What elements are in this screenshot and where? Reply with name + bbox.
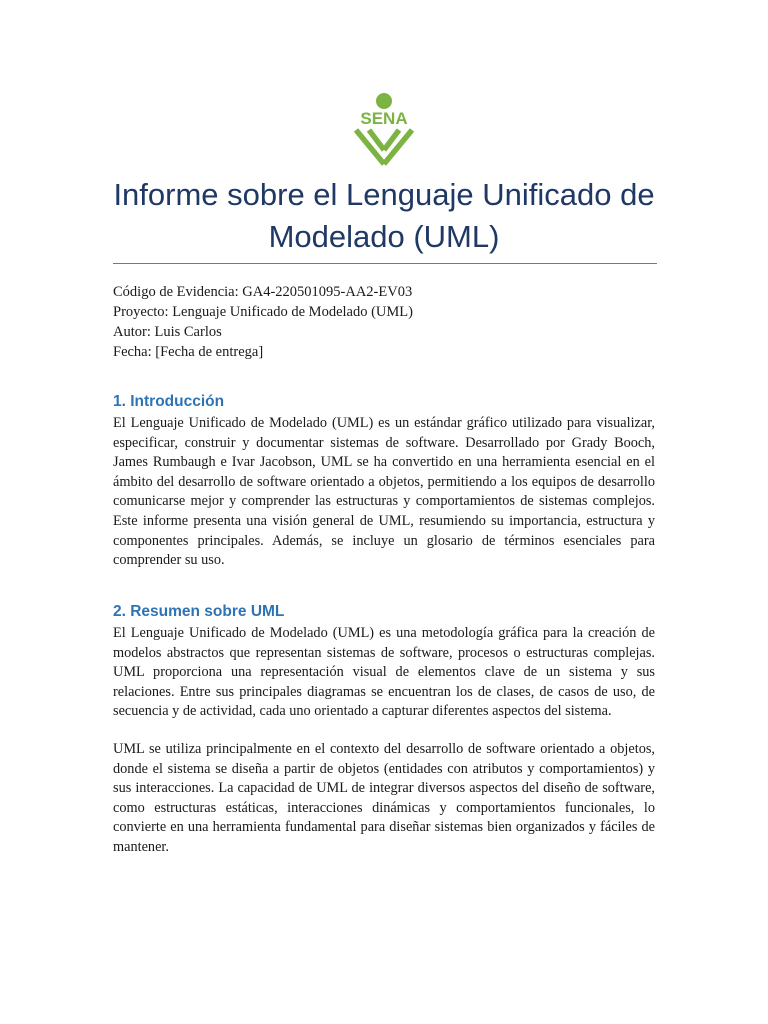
author-name: Autor: Luis Carlos [113, 324, 222, 340]
summary-paragraph-2: UML se utiliza principalmente en el contexto del desarrollo de software orientado a objetos, donde el sistema se diseña a partir de objetos (entidades con atributos y comportamientos) y sus interacciones. La capacidad de UML de integrar diversos aspectos del diseño de software, como estructuras estáticas, interacciones dinámicas y comportamientos funcionales, lo convierte en una herramienta fundamental para diseñar sistemas bien organizados y fáciles de mantener. [113, 741, 655, 855]
introduction-paragraph: El Lenguaje Unificado de Modelado (UML) es un estándar gráfico utilizado para visualizar, especificar, construir y documentar sistemas de software. Desarrollado por Grady Booch, James Rumbaugh e Ivar Jacobson, UML se ha convertido en una herramienta esencial en el ámbito del desarrollo de software orientado a objetos, permitiendo a los equipos de desarrollo comunicarse mejor y comprender las estructuras y comportamientos de sistemas complejos. Este informe presenta una visión general de UML, resumiendo su importancia, estructura y componentes principales. Además, se incluye un glosario de términos esenciales para comprender su uso. [113, 415, 655, 569]
sena-logo-icon [348, 92, 420, 166]
section-heading-introduction: 1. Introducción [113, 393, 225, 410]
delivery-date: Fecha: [Fecha de entrega] [113, 344, 264, 360]
document-title: Informe sobre el Lenguaje Unificado de Modelado (UML) [113, 177, 655, 254]
title-divider [113, 263, 657, 264]
sena-logo [348, 92, 420, 166]
document-metadata [113, 282, 657, 362]
section-heading-summary: 2. Resumen sobre UML [113, 603, 285, 620]
evidence-code: Código de Evidencia: GA4-220501095-AA2-EV03 [113, 284, 413, 300]
summary-paragraph-1: El Lenguaje Unificado de Modelado (UML) es una metodología gráfica para la creación de modelos abstractos que representan sistemas de software, procesos o estructuras complejas. UML proporciona una representación visual de elementos clave de un sistema y sus relaciones. Entre sus principales diagramas se encuentran los de clases, de casos de uso, de secuencia y de actividad, cada uno orientado a capturar diferentes aspectos del sistema. [113, 625, 655, 720]
logo-text: SENA [360, 109, 408, 128]
project-name: Proyecto: Lenguaje Unificado de Modelado (UML) [113, 304, 413, 320]
